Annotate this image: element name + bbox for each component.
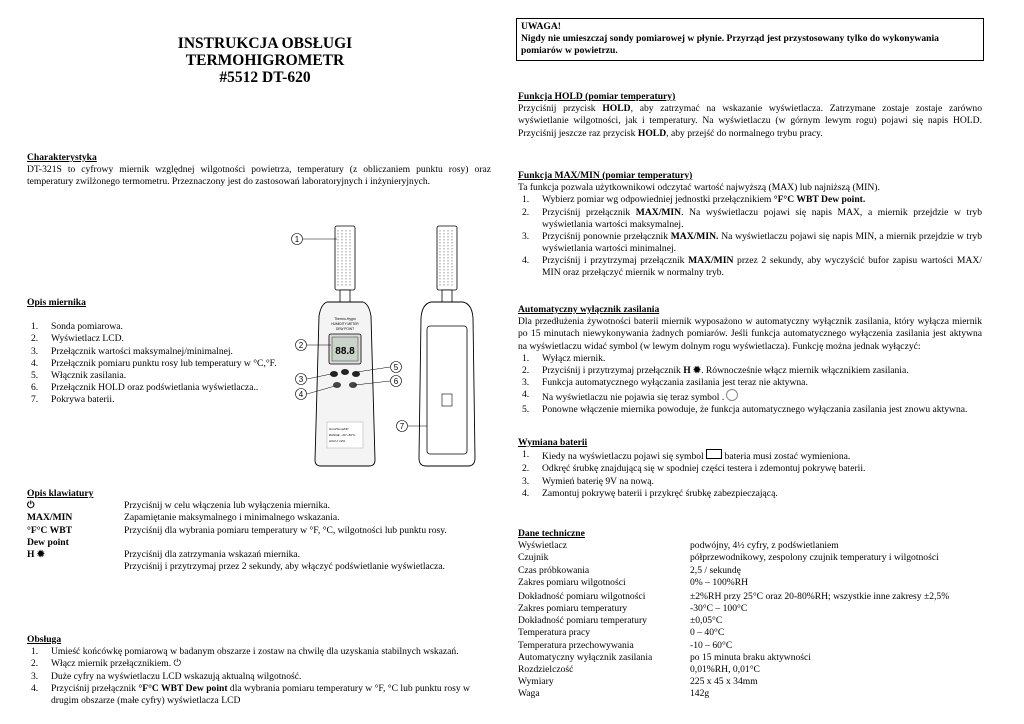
spec-row: Wyświetlacz podwójny, 4½ cyfry, z podświetlaniem <box>518 540 839 552</box>
characteristics-heading: Charakterystyka <box>27 152 97 163</box>
svg-text:4: 4 <box>298 390 304 399</box>
operation-section <box>27 634 487 707</box>
backlight-icon: H ✹ <box>683 364 702 376</box>
power-icon: ⏻ <box>27 500 35 512</box>
list-item: 2. Przyciśnij i przytrzymaj przełącznik H ✹. Równocześnie włącz miernik włącznikiem zasilania. <box>522 364 909 376</box>
brand-line-2: HUMIDITY METER <box>331 322 359 326</box>
backlight-icon: H ✹ <box>27 548 45 560</box>
spec-row: Rozdzielczość 0,01%RH, 0,01°C <box>518 663 760 675</box>
meter-description-list <box>27 321 297 406</box>
lcd-digits: 88.8 <box>335 346 355 357</box>
list-item: 5. Ponowne włączenie miernika powoduje, że funkcja automatycznego wyłączania zasilania jest znowu aktywna. <box>522 404 968 416</box>
brand-line-1: Thermo-Hygro <box>334 317 356 321</box>
key-row: Przyciśnij i przytrzymaj przez 2 sekundy, aby włączyć podświetlanie wyświetlacza. <box>124 561 445 573</box>
list-item: 1. Kiedy na wyświetlaczu pojawi się symbol bateria musi zostać wymieniona. <box>522 449 851 463</box>
key-row: ⏻ Przyciśnij w celu włączenia lub wyłączenia miernika. <box>27 500 330 512</box>
key-row: H ✹ Przyciśnij dla zatrzymania wskazań miernika. <box>27 548 301 560</box>
list-item: 2. Odkręć śrubkę znajdującą się w spodniej części testera i zdemontuj pokrywę baterii. <box>522 463 866 475</box>
list-item: 1. Wybierz pomiar wg odpowiedniej jednostki przełącznikiem °F°C WBT Dew point. <box>522 194 866 206</box>
battery-icon <box>706 449 722 459</box>
spec-row: Czas próbkowania 2,5 / sekundę <box>518 564 741 576</box>
svg-text:3: 3 <box>298 375 304 384</box>
spec-row: Waga 142g <box>518 688 710 700</box>
specs-heading: Dane techniczne <box>518 528 585 539</box>
spec-row: Zakres pomiaru wilgotności 0% – 100%RH <box>518 576 749 588</box>
list-item: 2. Przyciśnij przełącznik MAX/MIN. Na wyświetlaczu pojawi się napis MAX, a miernik przejdzie w tryb wyświetlania wartości maksymalnej. <box>522 206 982 230</box>
battery-heading: Wymiana baterii <box>518 437 588 448</box>
document-title <box>80 35 450 86</box>
list-item: 7. Pokrywa baterii. <box>31 394 115 406</box>
device-label-1: Hum/Temp/DP <box>329 427 349 431</box>
key-row: MAX/MIN Zapamiętanie maksymalnego i minimalnego wskazania. <box>27 512 340 524</box>
svg-text:2: 2 <box>298 341 304 350</box>
list-item: 5. Włącznik zasilania. <box>31 369 127 381</box>
list-item: 3. Funkcja automatycznego wyłączania zasilania jest teraz nie aktywna. <box>522 377 808 389</box>
device-label-2: RANGE: -20°~60°C <box>329 433 356 437</box>
list-item: 4. Na wyświetlaczu nie pojawia się teraz symbol . <box>518 389 982 404</box>
spec-row: Wymiary 225 x 45 x 34mm <box>518 676 758 688</box>
autooff-section <box>518 304 982 417</box>
operation-list <box>27 646 487 707</box>
warning-heading: UWAGA! <box>521 21 561 32</box>
svg-text:1: 1 <box>294 235 300 244</box>
meter-description-heading: Opis miernika <box>27 297 86 308</box>
auto-off-icon <box>726 389 738 401</box>
meter-back <box>419 226 475 466</box>
autooff-intro: Dla przedłużenia żywotności baterii miernik wyposażono w automatyczny wyłącznik zasilania, który wyłącza miernik po 15 minutach niewykonywania żadnych pomiarów. Jeśli funkcja automatycznego wyłączenia zasilania jest aktywna na wyświetlaczu widać symbol (w lewym dolnym rogu wyświetlacza). Funkcję można jednak wyłączyć: <box>518 316 982 352</box>
callout-1 <box>292 234 338 245</box>
list-item: 2. Wyświetlacz LCD. <box>31 333 124 345</box>
list-item: 1. Umieść końcówkę pomiarową w badanym obszarze i zostaw na chwilę dla uzyskania stabilnych wskazań. <box>31 646 459 658</box>
spec-row: Zakres pomiaru temperatury -30°C – 100°C <box>518 603 748 615</box>
svg-text:5: 5 <box>393 363 399 372</box>
characteristics-section <box>27 152 491 189</box>
list-item: 3. Przyciśnij ponownie przełącznik MAX/MIN. Na wyświetlaczu pojawi się napis MIN, a miernik przejdzie w tryb wyświetlania wartości minimalnej. <box>522 230 982 255</box>
device-label-3: ACCU: ±2% <box>329 439 346 443</box>
list-item: 1. Sonda pomiarowa. <box>31 321 123 333</box>
keys-section <box>27 488 487 573</box>
spec-row: Dokładność pomiaru temperatury ±0,05°C <box>518 615 723 627</box>
list-item: 3. Wymień baterię 9V na nową. <box>522 475 654 487</box>
svg-text:7: 7 <box>399 422 405 431</box>
key-row: °F°C WBT Przyciśnij dla wybrania pomiaru temperatury w °F, °C, wilgotności lub punktu rosy. <box>27 524 447 536</box>
characteristics-text: DT-321S to cyfrowy miernik względnej wilgotności powietrza, temperatury (z obliczaniem punktu rosy) oraz temperatury zwilżonego termometru. Przeznaczony jest do zastosowań laboratoryjnych i inżynieryjnych. <box>27 164 491 188</box>
autooff-list <box>518 353 982 417</box>
warning-box <box>516 18 984 61</box>
keys-heading: Opis klawiatury <box>27 488 94 499</box>
list-item: 4. Przełącznik pomiaru punktu rosy lub temperatury w °C,°F. <box>31 357 277 369</box>
key-row: Dew point <box>27 536 69 548</box>
spec-row: Czujnik półprzewodnikowy, zespolony czujnik temperatury i wilgotności <box>518 552 939 564</box>
operation-heading: Obsługa <box>27 634 62 645</box>
title-line-1: INSTRUKCJA OBSŁUGI <box>177 35 353 52</box>
list-item: 2. Włącz miernik przełącznikiem. ⏻ <box>31 658 182 670</box>
list-item: 3. Przełącznik wartości maksymalnej/minimalnej. <box>31 345 233 357</box>
meter-illustration <box>285 222 505 472</box>
meter-front <box>315 226 375 466</box>
maxmin-list <box>518 194 982 279</box>
hold-section <box>518 91 982 140</box>
svg-text:6: 6 <box>393 377 399 386</box>
battery-section <box>518 437 982 500</box>
spec-row: Automatyczny wyłącznik zasilania po 15 minuta braku aktywności <box>518 651 811 663</box>
hold-heading: Funkcja HOLD (pomiar temperatury) <box>518 91 676 102</box>
brand-line-3: DEW POINT <box>335 327 355 331</box>
list-item: 1. Wyłącz miernik. <box>522 352 606 364</box>
meter-description-section <box>27 297 297 406</box>
list-item: 4. Zamontuj pokrywę baterii i przykręć śrubkę zabezpieczającą. <box>522 487 778 499</box>
list-item: 6. Przełącznik HOLD oraz podświetlania wyświetlacza.. <box>31 382 259 394</box>
title-line-2: TERMOHIGROMETR <box>185 52 345 69</box>
maxmin-section <box>518 170 982 280</box>
title-line-3: #5512 DT-620 <box>219 69 311 86</box>
maxmin-intro: Ta funkcja pozwala użytkownikowi odczytać wartość najwyższą (MAX) lub najniższą (MIN). <box>518 182 880 194</box>
warning-text: Nigdy nie umieszczaj sondy pomiarowej w płynie. Przyrząd jest przystosowany tylko do wykonywania pomiarów w powietrzu. <box>521 33 939 57</box>
spec-row: Temperatura przechowywania -10 – 60°C <box>518 639 733 651</box>
list-item: 3. Duże cyfry na wyświetlaczu LCD wskazują aktualną wilgotność. <box>31 670 302 682</box>
maxmin-heading: Funkcja MAX/MIN (pomiar temperatury) <box>518 170 693 181</box>
specs-section <box>518 528 998 700</box>
hold-text: Przyciśnij przycisk HOLD, aby zatrzymać na wskazanie wyświetlacza. Zatrzymane zostaje zostaje zarówno wyświetlanie wilgotności, jak i temperatury. Na wyświetlaczu (w górnym lewym rogu) pojawi się napis HOLD. Przyciśnij jeszcze raz przycisk HOLD, aby przejść do normalnego trybu pracy. <box>518 103 982 139</box>
battery-list <box>518 449 982 500</box>
list-item: 4. Przyciśnij i przytrzymaj przełącznik MAX/MIN przez 2 sekundy, aby wyczyścić bufor zapisu wartości MAX/ MIN oraz przełączyć miernik w normalny tryb. <box>522 255 982 279</box>
autooff-heading: Automatyczny wyłącznik zasilania <box>518 304 660 315</box>
spec-row: Temperatura pracy 0 – 40°C <box>518 627 725 639</box>
spec-row: Dokładność pomiaru wilgotności ±2%RH przy 25°C oraz 20-80%RH; wszystkie inne zakresy ±2,5% <box>518 590 950 602</box>
list-item: 4. Przyciśnij przełącznik °F°C WBT Dew point dla wybrania pomiaru temperatury w °F, °C lub punktu rosy w drugim obszarze (małe cyfry) wyświetlacza LCD <box>31 682 470 706</box>
